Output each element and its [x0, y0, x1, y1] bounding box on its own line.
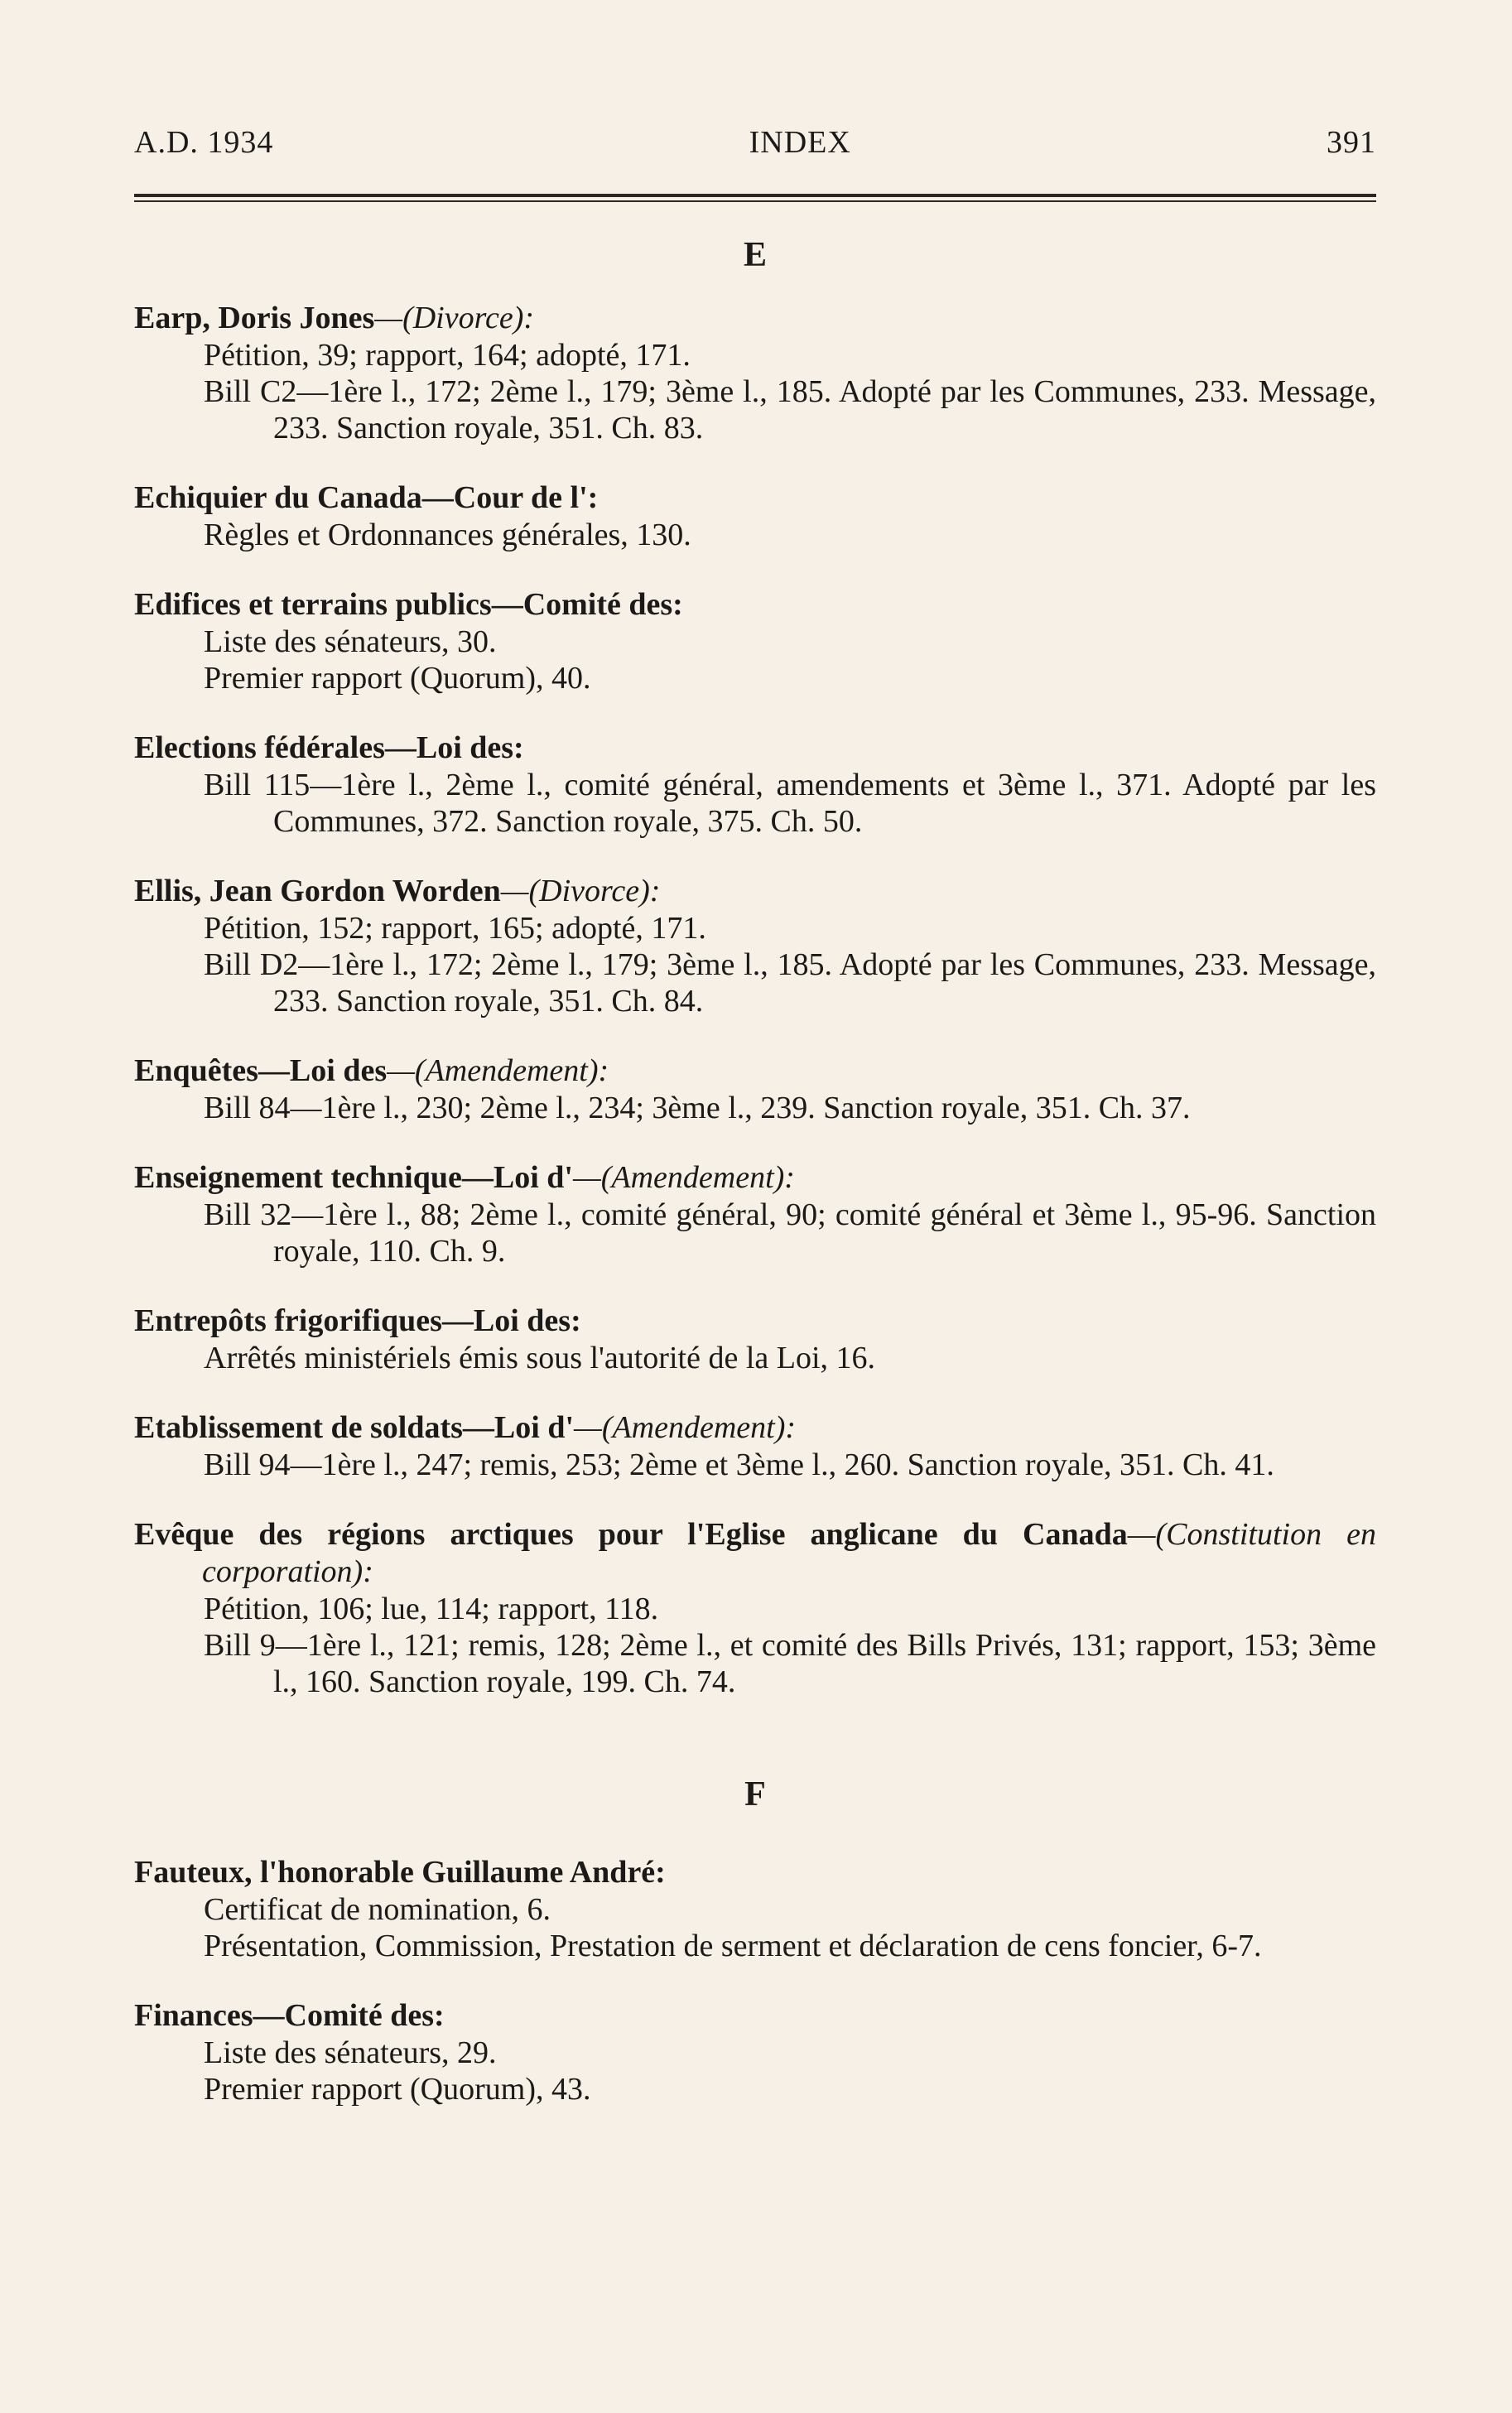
header-rule-thin — [134, 200, 1376, 202]
index-entry — [134, 730, 1376, 840]
entry-heading-tail: —(Divorce): — [374, 301, 535, 335]
index-entry — [134, 1516, 1376, 1700]
entry-line: Bill 115—1ère l., 2ème l., comité général, amendements et 3ème l., 371. Adopté par les Communes, 372. Sanction royale, 375. Ch. 50. — [204, 768, 1376, 839]
header-title: INDEX — [749, 125, 851, 160]
entry-heading — [134, 1854, 1376, 1891]
entry-heading — [134, 586, 1376, 624]
entry-heading-text: Evêque des régions arctiques pour l'Eglise anglicane du Canada — [134, 1517, 1128, 1552]
entry-line: Bill 9—1ère l., 121; remis, 128; 2ème l., et comité des Bills Privés, 131; rapport, 153; 3ème l., 160. Sanction royale, 199. Ch. 74. — [204, 1628, 1376, 1699]
entry-heading-tail: —(Amendement): — [574, 1410, 797, 1445]
page-header — [134, 124, 1376, 176]
entry-heading-tail: —(Amendement): — [387, 1053, 609, 1088]
entry-heading — [134, 1303, 1376, 1340]
entry-line: Pétition, 39; rapport, 164; adopté, 171. — [204, 338, 691, 373]
entry-heading — [134, 1159, 1376, 1197]
entry-heading-text: Enseignement technique—Loi d' — [134, 1160, 573, 1195]
index-entry — [134, 1409, 1376, 1483]
index-entry — [134, 873, 1376, 1019]
entry-heading — [134, 873, 1376, 910]
header-year: A.D. 1934 — [134, 125, 274, 160]
entry-heading — [134, 1516, 1376, 1591]
entry-line: Bill C2—1ère l., 172; 2ème l., 179; 3ème l., 185. Adopté par les Communes, 233. Message, 233. Sanction royale, 351. Ch. 83. — [204, 374, 1376, 446]
entry-heading-text: Etablissement de soldats—Loi d' — [134, 1410, 575, 1445]
entry-line: Pétition, 106; lue, 114; rapport, 118. — [204, 1592, 659, 1626]
section-letter: E — [743, 236, 767, 274]
entry-heading — [134, 479, 1376, 517]
entry-line: Présentation, Commission, Prestation de serment et déclaration de cens foncier, 6-7. — [204, 1929, 1262, 1963]
entry-heading-text: Edifices et terrains publics—Comité des: — [134, 587, 683, 622]
index-entry — [134, 1303, 1376, 1376]
index-entry — [134, 1854, 1376, 1964]
entry-heading-tail: —(Divorce): — [500, 874, 661, 908]
entry-heading-tail: —(Constitution en corporation): — [202, 1517, 1377, 1589]
entry-line: Arrêtés ministériels émis sous l'autorité de la Loi, 16. — [204, 1341, 876, 1375]
page-number: 391 — [1327, 125, 1376, 160]
entry-heading — [134, 1409, 1376, 1447]
index-entry — [134, 1052, 1376, 1126]
entry-line: Pétition, 152; rapport, 165; adopté, 171. — [204, 911, 706, 946]
entry-line: Liste des sénateurs, 30. — [204, 624, 497, 659]
entry-line: Certificat de nomination, 6. — [204, 1892, 551, 1927]
entry-heading — [134, 1997, 1376, 2035]
index-page — [134, 124, 1376, 2141]
index-entry — [134, 479, 1376, 553]
index-entry — [134, 300, 1376, 446]
section-letter: F — [744, 1775, 766, 1813]
entry-line: Bill 84—1ère l., 230; 2ème l., 234; 3ème l., 239. Sanction royale, 351. Ch. 37. — [204, 1091, 1191, 1125]
entry-line: Premier rapport (Quorum), 43. — [204, 2072, 591, 2107]
index-entry — [134, 1159, 1376, 1269]
entry-heading-text: Ellis, Jean Gordon Worden — [134, 874, 501, 908]
index-entry — [134, 1997, 1376, 2107]
entry-heading-text: Echiquier du Canada—Cour de l': — [134, 480, 599, 515]
index-body — [134, 235, 1376, 2107]
entry-heading — [134, 300, 1376, 337]
index-entry — [134, 586, 1376, 696]
entry-line: Bill 94—1ère l., 247; remis, 253; 2ème et 3ème l., 260. Sanction royale, 351. Ch. 41. — [204, 1447, 1274, 1482]
entry-heading — [134, 730, 1376, 767]
entry-heading-text: Entrepôts frigorifiques—Loi des: — [134, 1303, 581, 1338]
entry-heading-text: Elections fédérales—Loi des: — [134, 730, 524, 765]
entry-line: Liste des sénateurs, 29. — [204, 2035, 497, 2070]
entry-heading-text: Enquêtes—Loi des — [134, 1053, 388, 1088]
entry-heading-text: Fauteux, l'honorable Guillaume André: — [134, 1855, 666, 1890]
entry-heading — [134, 1052, 1376, 1090]
entry-heading-text: Finances—Comité des: — [134, 1998, 445, 2033]
header-rule-thick — [134, 194, 1376, 197]
entry-heading-text: Earp, Doris Jones — [134, 301, 375, 335]
entry-line: Règles et Ordonnances générales, 130. — [204, 518, 691, 552]
entry-line: Bill D2—1ère l., 172; 2ème l., 179; 3ème l., 185. Adopté par les Communes, 233. Message, 233. Sanction royale, 351. Ch. 84. — [204, 947, 1376, 1019]
entry-line: Bill 32—1ère l., 88; 2ème l., comité général, 90; comité général et 3ème l., 95-96. Sanction royale, 110. Ch. 9. — [204, 1197, 1376, 1269]
entry-line: Premier rapport (Quorum), 40. — [204, 661, 591, 696]
entry-heading-tail: —(Amendement): — [572, 1160, 795, 1195]
